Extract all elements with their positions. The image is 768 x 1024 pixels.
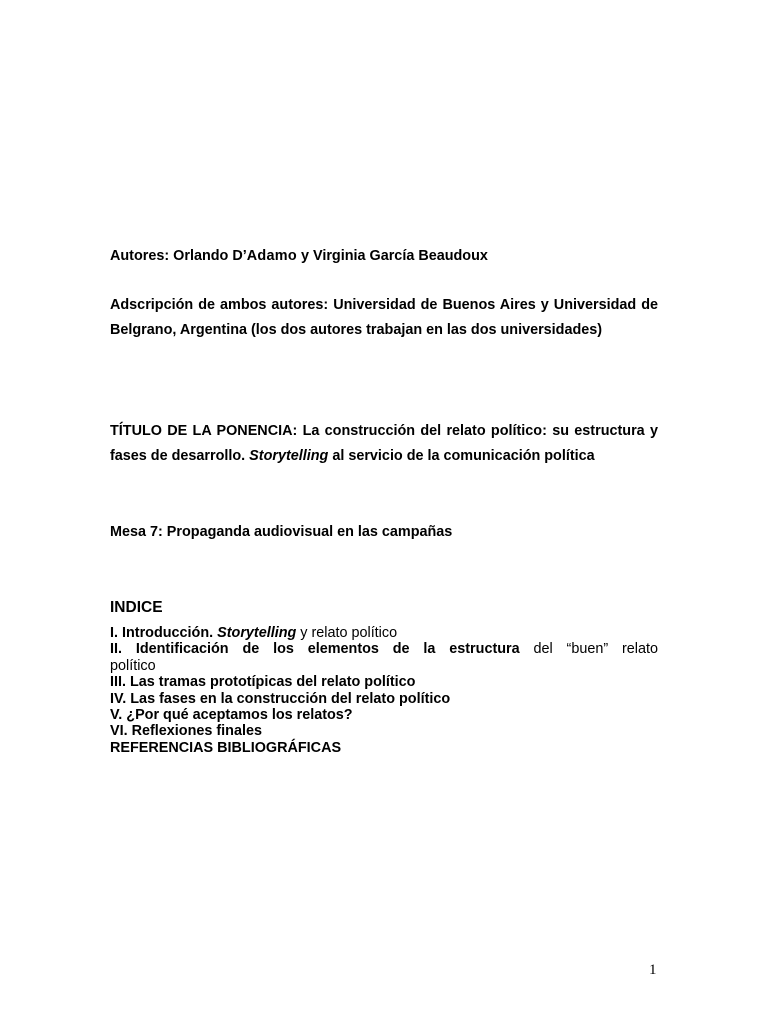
toc-item-2-continuation bbox=[110, 658, 658, 674]
toc-item-1 bbox=[110, 625, 658, 641]
table-of-contents bbox=[110, 625, 658, 756]
adscripcion-paragraph: Adscripción de ambos autores: Universidad de Buenos Aires y Universidad de Belgrano, Argentina (los dos autores trabajan en las dos universidades) bbox=[110, 297, 658, 338]
toc-item-2-continuation-text: político bbox=[110, 657, 156, 674]
authors-line bbox=[110, 244, 658, 269]
toc-item-7-text: REFERENCIAS BIBLIOGRÁFICAS bbox=[110, 739, 342, 756]
toc-item-7 bbox=[110, 740, 658, 756]
toc-item-4 bbox=[110, 691, 658, 707]
titulo-part2: al servicio de la comunicación política bbox=[328, 448, 595, 464]
toc-item-2-text: II. Identificación de los elementos de la estructura bbox=[110, 641, 520, 658]
toc-item-5 bbox=[110, 707, 658, 723]
toc-item-1-pre: I. Introducción. bbox=[110, 625, 218, 641]
toc-item-2 bbox=[110, 641, 658, 657]
toc-item-5-text: V. ¿Por qué aceptamos los relatos? bbox=[110, 707, 353, 724]
toc-item-6 bbox=[110, 723, 658, 739]
toc-item-1-italic: Storytelling bbox=[217, 625, 297, 641]
toc-item-2-tail: del “buen” relato bbox=[519, 641, 658, 658]
toc-item-1-post: y relato político bbox=[296, 625, 398, 641]
authors-prefix: Autores: Orlando D’ bbox=[110, 248, 247, 264]
authors-suffix: y Virginia García Beaudoux bbox=[297, 248, 488, 264]
titulo-italic: Storytelling bbox=[249, 448, 329, 464]
mesa-line: Mesa 7: Propaganda audiovisual en las campañas bbox=[110, 524, 453, 540]
authors-tight: Adamo bbox=[246, 248, 297, 264]
toc-item-4-text: IV. Las fases en la construcción del relato político bbox=[110, 690, 451, 707]
toc-item-3-text: III. Las tramas prototípicas del relato político bbox=[110, 674, 416, 691]
page-number: 1 bbox=[649, 962, 657, 978]
toc-item-3 bbox=[110, 674, 658, 690]
toc-item-6-text: VI. Reflexiones finales bbox=[110, 723, 262, 740]
titulo-paragraph bbox=[110, 419, 658, 469]
indice-heading: INDICE bbox=[110, 599, 163, 616]
titulo-part1: TÍTULO DE LA PONENCIA: La construcción del relato político: su estructura y fases de desarrollo. bbox=[110, 423, 658, 464]
